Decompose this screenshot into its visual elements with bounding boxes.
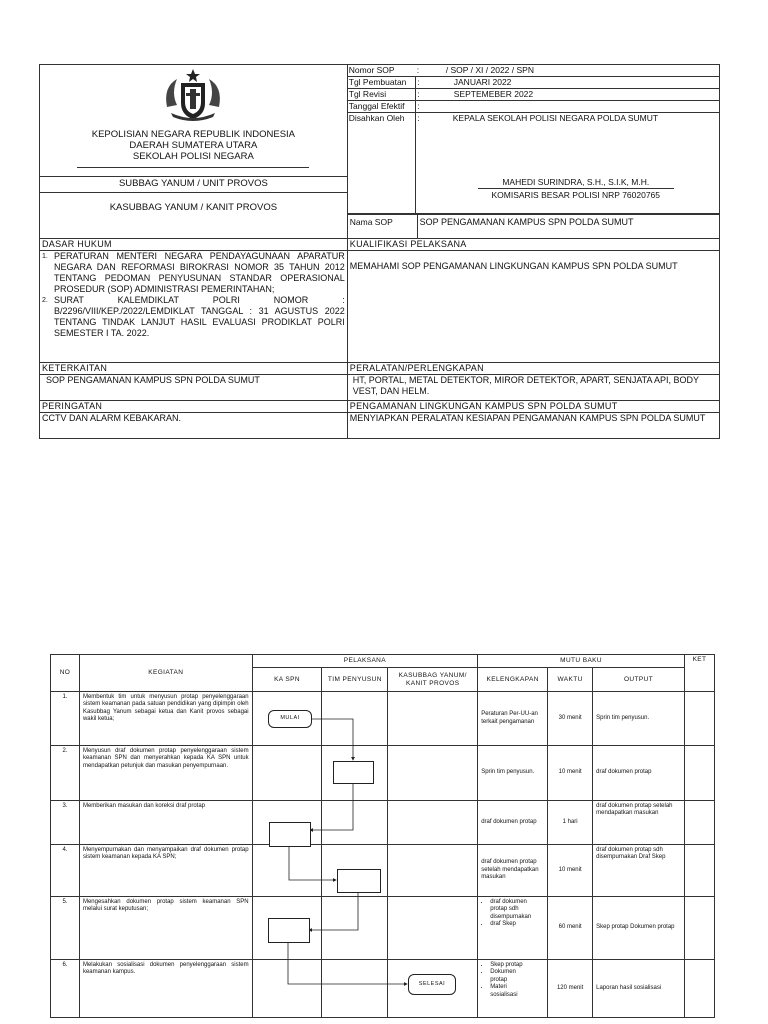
unit-line2: KASUBBAG YANUM / KANIT PROVOS [40, 192, 347, 224]
kualifikasi-title: KUALIFIKASI PELAKSANA [347, 238, 719, 250]
row-no: 6. [51, 960, 80, 1018]
colon: : [416, 77, 424, 89]
kelengkapan-list [481, 962, 544, 999]
tgl-revisi-value: SEPTEMEBER 2022 [424, 89, 719, 101]
process-box-ka-spn-2 [268, 918, 310, 943]
cell-kasubbag [388, 692, 478, 746]
col-ka-spn: KA SPN [252, 668, 322, 692]
start-terminal: MULAI [268, 710, 312, 728]
item-number: 1. [42, 252, 48, 260]
row-waktu: 60 menit [548, 897, 593, 960]
keterkaitan-title: KETERKAITAN [40, 362, 348, 374]
colon: : [416, 65, 420, 75]
peringatan-title: PERINGATAN [40, 400, 348, 412]
dasar-hukum-item-2 [42, 295, 345, 339]
item-text: SURAT KALEMDIKLAT POLRI NOMOR : B/2296/VIII/KEP./2022/LEMDIKLAT TANGGAL : 31 AGUSTUS 2022 TENTANG TINDAK LANJUT HASIL EVALUASI PRODIKLAT POLRI SEMESTER I TA. 2022. [54, 294, 345, 338]
row-ket [684, 845, 714, 897]
row-output: draf dokumen protap [593, 746, 685, 801]
signer-name: MAHEDI SURINDRA, S.H., S.I.K, M.H. [478, 177, 674, 189]
row-no: 3. [51, 801, 80, 845]
peringatan-text: CCTV DAN ALARM KEBAKARAN. [40, 412, 348, 438]
row-kelengkapan: Sprin tim penyusun. [478, 746, 548, 801]
tgl-revisi-label: Tgl Revisi [348, 89, 416, 101]
col-kelengkapan: KELENGKAPAN [478, 668, 548, 692]
row-waktu: 10 menit [548, 746, 593, 801]
row-waktu: 30 menit [548, 692, 593, 746]
cell-ka-spn [252, 845, 322, 897]
nama-sop-label: Nama SOP [347, 214, 417, 238]
col-no: NO [51, 655, 80, 692]
tgl-pembuatan-label: Tgl Pembuatan [348, 77, 416, 89]
table-row [51, 897, 715, 960]
row-no: 1. [51, 692, 80, 746]
kualifikasi-text: MEMAHAMI SOP PENGAMANAN LINGKUNGAN KAMPUS SPN POLDA SUMUT [347, 250, 719, 362]
row-ket [684, 801, 714, 845]
keterkaitan-text: SOP PENGAMANAN KAMPUS SPN POLDA SUMUT [40, 374, 348, 400]
col-output: OUTPUT [593, 668, 685, 692]
org-underline [77, 167, 309, 168]
row-output: Sprin tim penyusun. [593, 692, 685, 746]
signer-rank: KOMISARIS BESAR POLISI NRP 76020765 [491, 190, 661, 200]
item-number: 2. [42, 296, 48, 304]
row-waktu: 10 menit [548, 845, 593, 897]
col-kegiatan: KEGIATAN [79, 655, 252, 692]
table-row [51, 845, 715, 897]
row-output: draf dokumen protap sdh disempurnakan Draf Skep [593, 845, 685, 897]
col-tim-penyusun: TIM PENYUSUN [322, 668, 388, 692]
dasar-hukum-title: DASAR HUKUM [40, 238, 348, 250]
row-output: Skep protap Dokumen protap [593, 897, 685, 960]
row-kelengkapan [478, 897, 548, 960]
colon: : [416, 101, 424, 113]
tanggal-efektif-value [424, 101, 719, 113]
col-ket: KET [684, 655, 714, 692]
row-kegiatan: Membentuk tim untuk menyusun protap penyelenggaraan sistem keamanan pada satuan pendidikan yang dipimpin oleh Kasubbag Yanum sebagai ketua dan Kanit provos sebagai wakil ketua; [79, 692, 252, 746]
row-output: draf dokumen protap setelah mendapatkan masukan [593, 801, 685, 845]
table-row [51, 801, 715, 845]
colon: : [416, 89, 424, 101]
colon: : [417, 113, 420, 123]
pencatatan-text: MENYIAPKAN PERALATAN KESIAPAN PENGAMANAN KAMPUS SPN POLDA SUMUT [347, 412, 719, 438]
row-ket [684, 692, 714, 746]
row-output: Laporan hasil sosialisasi [593, 960, 685, 1018]
procedure-flow-table [50, 654, 715, 1018]
org-name-line2: DAERAH SUMATERA UTARA [129, 140, 258, 151]
nomor-value: / SOP / XI / 2022 / SPN [445, 65, 534, 75]
org-name-line3: SEKOLAH POLISI NEGARA [132, 151, 254, 162]
row-no: 5. [51, 897, 80, 960]
cell-tim [322, 897, 388, 960]
row-waktu: 1 hari [548, 801, 593, 845]
row-ket [684, 897, 714, 960]
dasar-hukum-item-1 [42, 251, 345, 295]
dasar-hukum-list [40, 250, 348, 362]
peralatan-title: PERALATAN/PERLENGKAPAN [347, 362, 719, 374]
cell-kasubbag [388, 845, 478, 897]
list-item: • Skep protap [490, 962, 544, 969]
tgl-pembuatan-value: JANUARI 2022 [424, 77, 719, 89]
col-pelaksana: PELAKSANA [252, 655, 478, 668]
sop-header-table [39, 64, 720, 439]
item-text: PERATURAN MENTERI NEGARA PENDAYAGUNAAN APARATUR NEGARA DAN REFORMASI BIROKRASI NOMOR 35 TAHUN 2012 TENTANG PEDOMAN PENYUSUNAN STANDAR OPERASIONAL PROSEDUR (SOP) ADMINISTRASI PEMERINTAHAN; [54, 250, 345, 294]
kelengkapan-list [481, 899, 544, 929]
cell-tim [322, 801, 388, 845]
row-no: 2. [51, 746, 80, 801]
list-item: • Dokumen protap [490, 969, 530, 984]
pencatatan-title: PENGAMANAN LINGKUNGAN KAMPUS SPN POLDA SUMUT [347, 400, 719, 412]
table-row [51, 692, 715, 746]
list-item: • draf dokumen protap sdh disempurnakan [490, 899, 540, 921]
row-kelengkapan: draf dokumen protap [478, 801, 548, 845]
row-kegiatan: Melakukan sosialisasi dokumen penyelenggaraan sistem keamanan kampus. [79, 960, 252, 1018]
cell-ka-spn [252, 960, 322, 1018]
row-kelengkapan: Peraturan Per-UU-an terkait pengamanan [478, 692, 548, 746]
sop-meta-table [348, 65, 719, 213]
table-row [51, 960, 715, 1018]
peralatan-text: HT, PORTAL, METAL DETEKTOR, MIROR DETEKTOR, APART, SENJATA API, BODY VEST, DAN HELM. [347, 374, 719, 400]
row-ket [684, 746, 714, 801]
process-box-tim-1 [333, 761, 374, 784]
unit-line1: SUBBAG YANUM / UNIT PROVOS [40, 176, 347, 189]
row-kegiatan: Memberikan masukan dan koreksi draf protap [79, 801, 252, 845]
end-terminal: SELESAI [408, 974, 456, 995]
process-box-tim-2 [337, 869, 381, 893]
org-name-line1: KEPOLISIAN NEGARA REPUBLIK INDONESIA [91, 129, 296, 140]
row-no: 4. [51, 845, 80, 897]
row-kegiatan: Menyusun draf dokumen protap penyelenggaraan sistem keamanan SPN dan menyerahkan kepada KA SPN untuk mendapatkan petunjuk dan masukan penyempurnaan. [79, 746, 252, 801]
col-mutu-baku: MUTU BAKU [478, 655, 685, 668]
row-kelengkapan [478, 960, 548, 1018]
nomor-label: Nomor SOP [348, 65, 395, 75]
cell-kasubbag [388, 801, 478, 845]
police-emblem-logo [157, 67, 229, 123]
row-kelengkapan: draf dokumen protap setelah mendapatkan masukan [478, 845, 548, 897]
tanggal-efektif-label: Tanggal Efektif [348, 101, 416, 113]
col-kasubbag: KASUBBAG YANUM/ KANIT PROVOS [388, 668, 478, 692]
disahkan-value: KEPALA SEKOLAH POLISI NEGARA POLDA SUMUT [452, 113, 659, 123]
nama-sop-value: SOP PENGAMANAN KAMPUS SPN POLDA SUMUT [417, 214, 719, 238]
cell-kasubbag [388, 897, 478, 960]
cell-ka-spn [252, 746, 322, 801]
org-header-cell [40, 65, 348, 239]
sop-meta-cell [347, 65, 719, 214]
row-ket [684, 960, 714, 1018]
disahkan-label: Disahkan Oleh [348, 113, 416, 213]
cell-tim [322, 692, 388, 746]
cell-tim [322, 960, 388, 1018]
row-waktu: 120 menit [548, 960, 593, 1018]
list-item: • draf Skep [490, 921, 544, 928]
disahkan-cell [424, 113, 719, 213]
col-waktu: WAKTU [548, 668, 593, 692]
row-kegiatan: Mengesahkan dokumen protap sistem keamanan SPN melalui surat keputusan; [79, 897, 252, 960]
list-item: • Materi sosialisasi [490, 984, 530, 999]
table-row [51, 746, 715, 801]
row-kegiatan: Menyempurnakan dan menyampaikan draf dokumen protap sistem keamanan kepada KA SPN; [79, 845, 252, 897]
process-box-ka-spn-1 [269, 822, 311, 847]
cell-kasubbag [388, 746, 478, 801]
